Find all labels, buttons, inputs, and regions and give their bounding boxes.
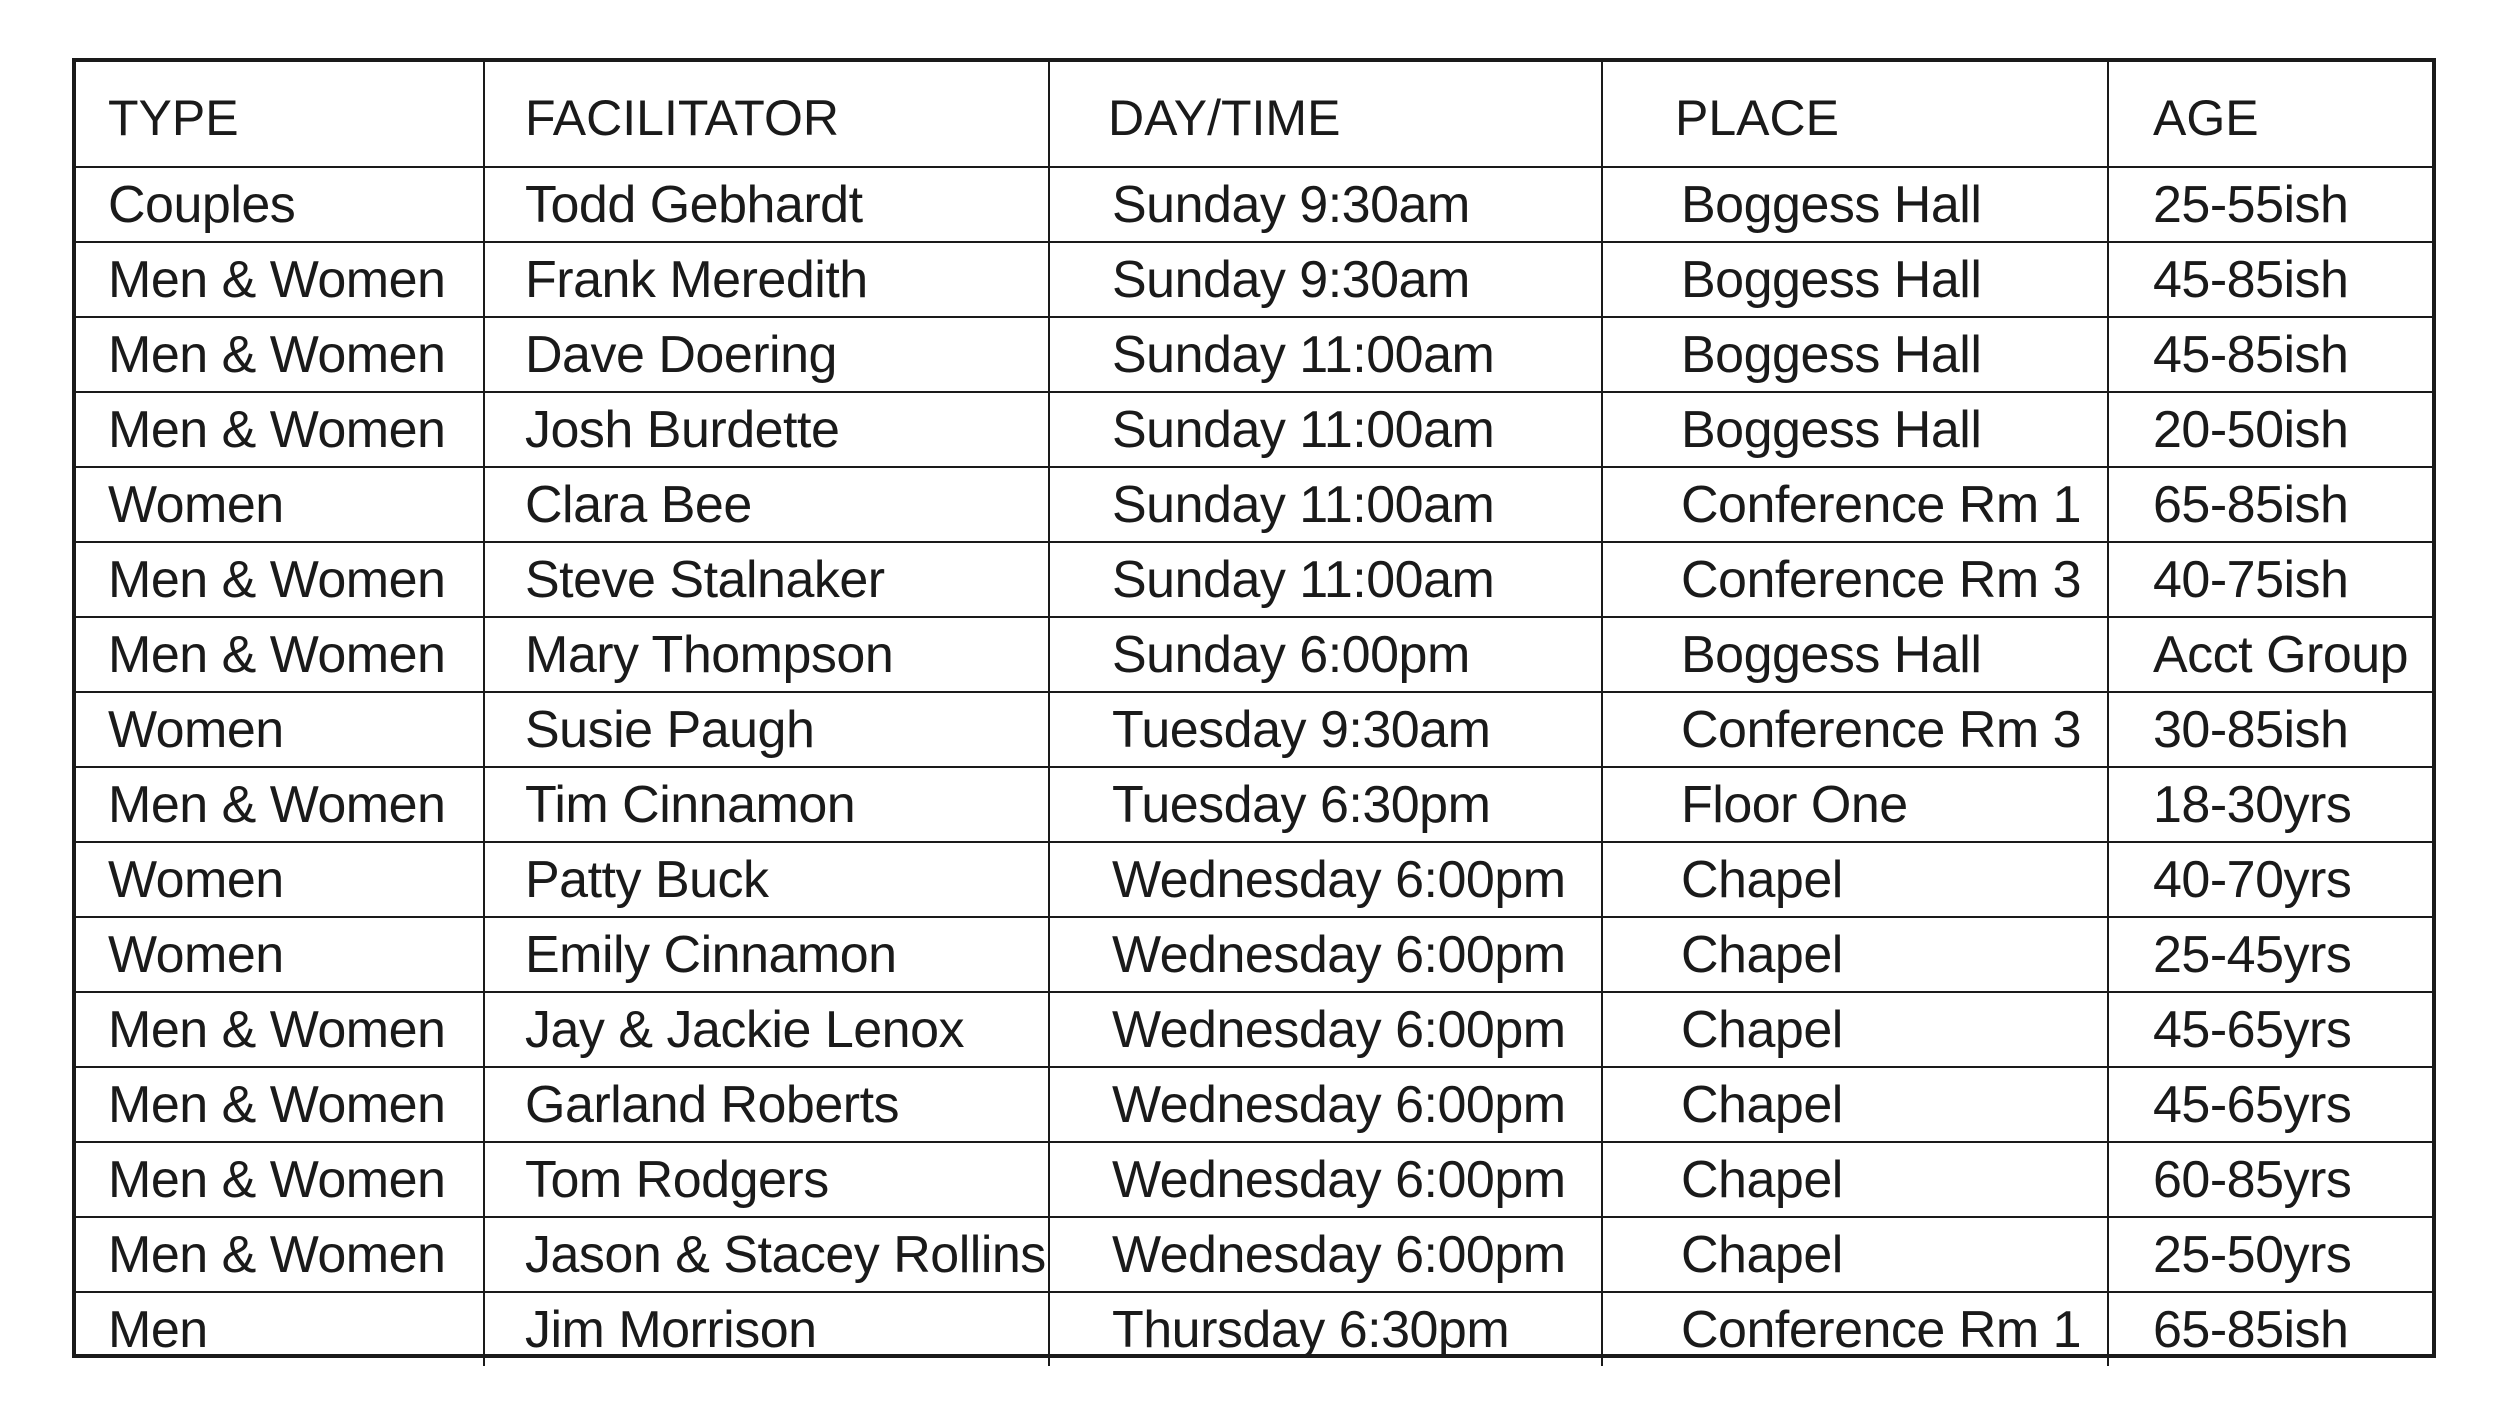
cell-place: Conference Rm 1 [1602,467,2108,542]
cell-facilitator: Garland Roberts [484,1067,1049,1142]
cell-day-time: Sunday 11:00am [1049,317,1602,392]
cell-day-time: Wednesday 6:00pm [1049,1142,1602,1217]
cell-age: 65-85ish [2108,1292,2432,1366]
cell-day-time: Wednesday 6:00pm [1049,992,1602,1067]
table-row [76,167,2432,242]
cell-place: Boggess Hall [1602,392,2108,467]
table-header [76,62,2432,167]
cell-day-time: Wednesday 6:00pm [1049,917,1602,992]
cell-place: Conference Rm 3 [1602,542,2108,617]
cell-facilitator: Tim Cinnamon [484,767,1049,842]
cell-facilitator: Josh Burdette [484,392,1049,467]
cell-day-time: Thursday 6:30pm [1049,1292,1602,1366]
cell-age: 25-45yrs [2108,917,2432,992]
cell-age: 45-85ish [2108,317,2432,392]
cell-type: Men & Women [76,1067,484,1142]
cell-facilitator: Clara Bee [484,467,1049,542]
cell-type: Men & Women [76,992,484,1067]
cell-age: 40-75ish [2108,542,2432,617]
cell-facilitator: Dave Doering [484,317,1049,392]
cell-age: 45-65yrs [2108,992,2432,1067]
cell-type: Men [108,1300,208,1359]
cell-facilitator: Todd Gebhardt [484,167,1049,242]
cell-day-time: Sunday 11:00am [1049,392,1602,467]
cell-facilitator: Jason & Stacey Rollins [484,1217,1049,1292]
cell-type: Couples [76,167,484,242]
cell-day-time: Sunday 9:30am [1049,242,1602,317]
schedule-sheet [72,58,2436,1358]
cell-place: Boggess Hall [1602,242,2108,317]
cell-type: Women [76,917,484,992]
table-row [76,542,2432,617]
cell-day-time: Wednesday 6:00pm [1049,1217,1602,1292]
cell-type: Women [76,467,484,542]
table-body [76,167,2432,1366]
table-row [76,1142,2432,1217]
cell-facilitator: Patty Buck [484,842,1049,917]
table-row [76,1292,2432,1366]
header-place: PLACE [1602,62,2108,167]
cell-type: Men & Women [76,767,484,842]
cell-type: Men & Women [76,542,484,617]
cell-place: Chapel [1602,1142,2108,1217]
table-row [76,392,2432,467]
cell-age: 30-85ish [2108,692,2432,767]
header-row [76,62,2432,167]
table-row [76,242,2432,317]
cell-day-time: Wednesday 6:00pm [1049,1067,1602,1142]
table-row [76,692,2432,767]
table-row [76,767,2432,842]
table-row [76,992,2432,1067]
cell-age: 25-50yrs [2108,1217,2432,1292]
cell-place: Chapel [1602,917,2108,992]
cell-place: Chapel [1602,842,2108,917]
cell-facilitator: Frank Meredith [484,242,1049,317]
cell-facilitator: Emily Cinnamon [484,917,1049,992]
cell-type: Men & Women [76,1142,484,1217]
cell-facilitator: Mary Thompson [484,617,1049,692]
cell-day-time: Sunday 11:00am [1049,542,1602,617]
cell-place: Chapel [1602,992,2108,1067]
cell-day-time: Sunday 11:00am [1049,467,1602,542]
cell-type: Men & Women [76,392,484,467]
cell-place: Boggess Hall [1602,617,2108,692]
cell-type: Women [76,842,484,917]
cell-place: Conference Rm 3 [1602,692,2108,767]
cell-day-time: Sunday 6:00pm [1049,617,1602,692]
cell-type: Men & Women [76,1217,484,1292]
cell-day-time: Sunday 9:30am [1049,167,1602,242]
table-row [76,1067,2432,1142]
cell-age: 18-30yrs [2108,767,2432,842]
cell-facilitator: Jay & Jackie Lenox [484,992,1049,1067]
table-row [76,1217,2432,1292]
cell-place: Boggess Hall [1602,317,2108,392]
cell-day-time: Tuesday 6:30pm [1049,767,1602,842]
table-row [76,317,2432,392]
cell-day-time: Wednesday 6:00pm [1049,842,1602,917]
cell-age: Acct Group [2108,617,2432,692]
cell-place: Chapel [1602,1067,2108,1142]
table-row [76,842,2432,917]
cell-age: 20-50ish [2108,392,2432,467]
cell-type: Women [76,692,484,767]
header-day-time: DAY/TIME [1049,62,1602,167]
cell-facilitator: Steve Stalnaker [484,542,1049,617]
cell-place: Chapel [1602,1217,2108,1292]
cell-type: Men & Women [76,242,484,317]
cell-facilitator: Susie Paugh [484,692,1049,767]
cell-place: Conference Rm 1 [1602,1292,2108,1366]
group-schedule-table [76,62,2432,1366]
cell-facilitator: Jim Morrison [484,1292,1049,1366]
header-age: AGE [2108,62,2432,167]
table-row [76,467,2432,542]
cell-age: 25-55ish [2108,167,2432,242]
cell-age: 40-70yrs [2108,842,2432,917]
cell-place: Boggess Hall [1602,167,2108,242]
cell-facilitator: Tom Rodgers [484,1142,1049,1217]
cell-day-time: Tuesday 9:30am [1049,692,1602,767]
cell-age: 60-85yrs [2108,1142,2432,1217]
cell-age: 65-85ish [2108,467,2432,542]
header-facilitator: FACILITATOR [484,62,1049,167]
cell-type: Men & Women [76,617,484,692]
cell-age: 45-65yrs [2108,1067,2432,1142]
header-type: TYPE [76,62,484,167]
cell-type: Men & Women [76,317,484,392]
table-row [76,917,2432,992]
cell-age: 45-85ish [2108,242,2432,317]
cell-place: Floor One [1602,767,2108,842]
table-row [76,617,2432,692]
